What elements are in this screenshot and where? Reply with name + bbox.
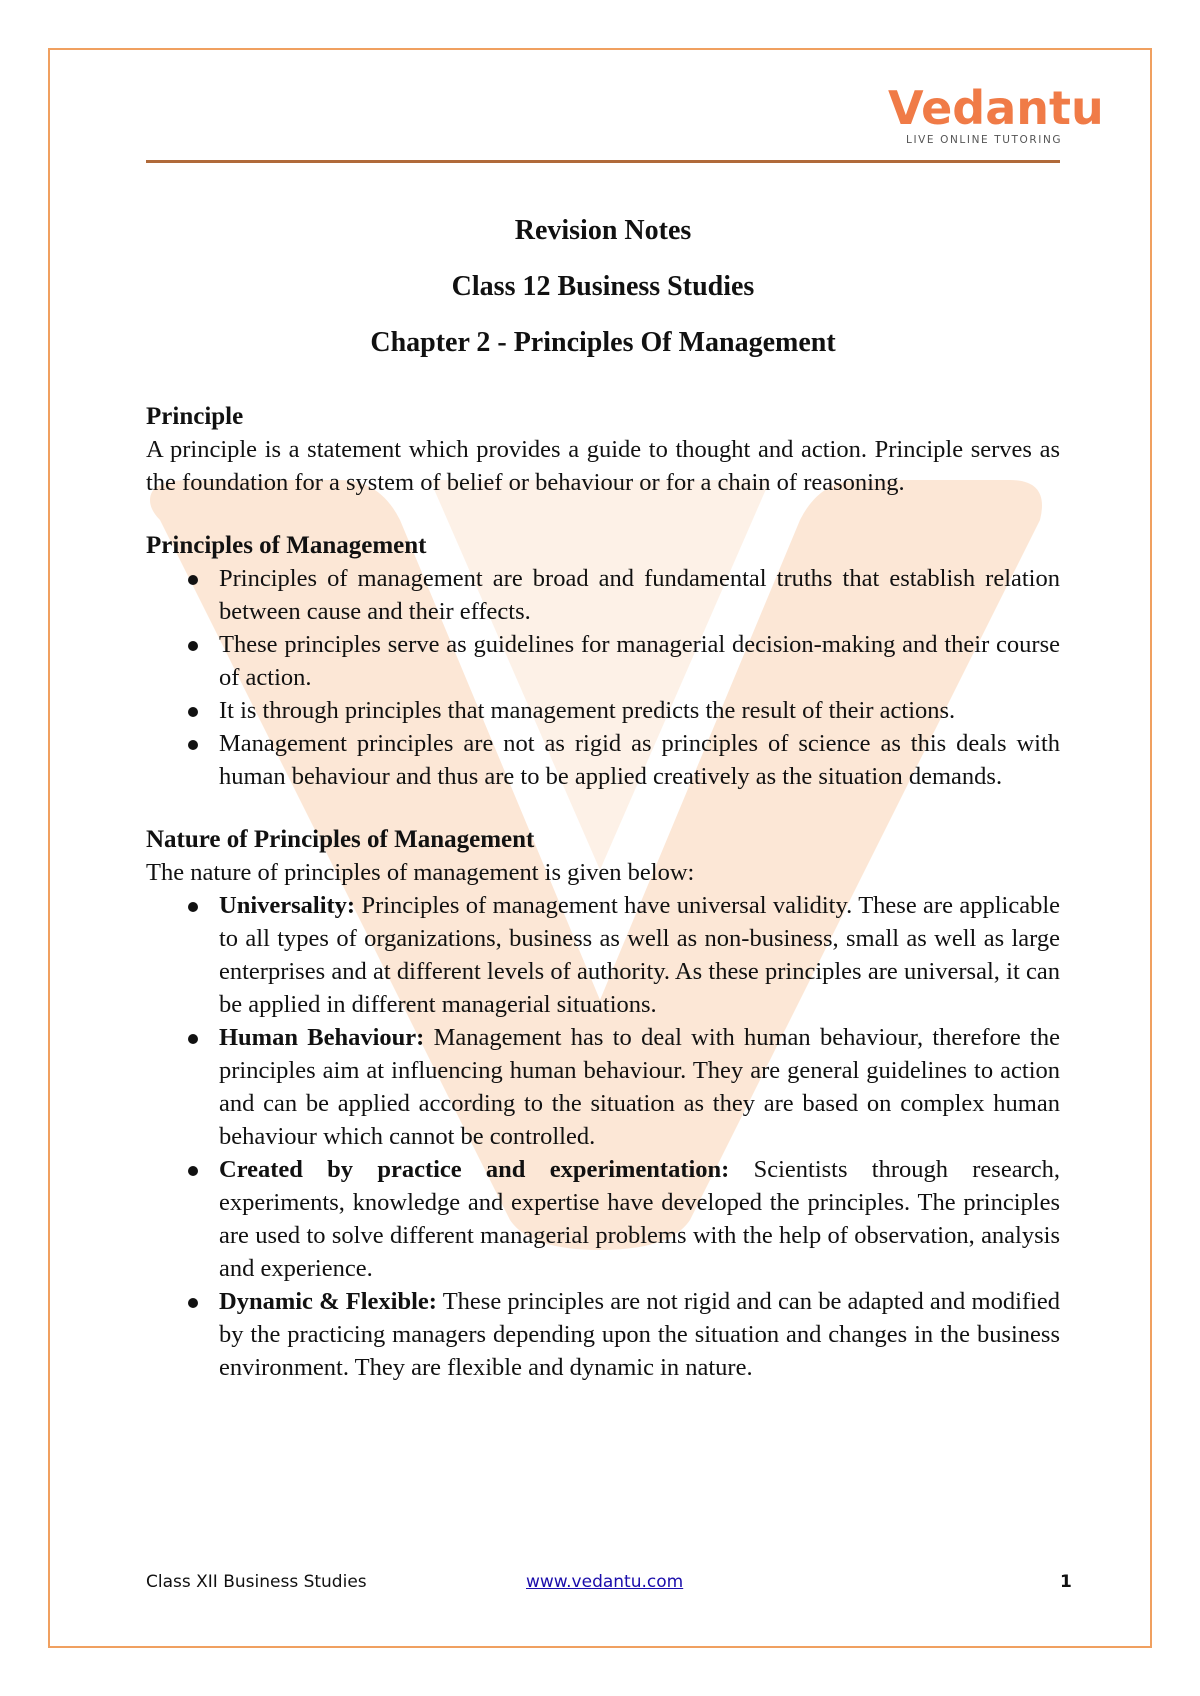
title-chapter: Chapter 2 - Principles Of Management [370, 327, 836, 358]
principle-paragraph: A principle is a statement which provides a guide to thought and action. Principle serves as the foundation for a system of belief or behaviour or for a chain of reasoning. [146, 436, 1060, 496]
section-nature [146, 823, 1060, 1384]
list-item: Human Behaviour: Management has to deal with human behaviour, therefore the principles aim at influencing human behaviour. They are general guidelines to action and can be applied according to the situation as they are based on complex human behaviour which cannot be controlled. [146, 1021, 1060, 1153]
bullet-icon [188, 740, 198, 750]
footer-website-link[interactable]: www.vedantu.com [526, 1572, 684, 1592]
heading-nature: Nature of Principles of Management [146, 826, 535, 853]
term-dynamic: Dynamic & Flexible: [219, 1288, 437, 1315]
document-body [146, 208, 1060, 1384]
term-human-behaviour: Human Behaviour: [219, 1024, 425, 1051]
list-item: Universality: Principles of management have universal validity. These are applicable to all types of organizations, business as well as non-business, small as well as large enterprises and at different levels of authority. As these principles are universal, it can be applied in different managerial situations. [146, 889, 1060, 1021]
list-item: Management principles are not as rigid as principles of science as this deals with human behaviour and thus are to be applied creatively as the situation demands. [146, 727, 1060, 793]
list-item: Principles of management are broad and fundamental truths that establish relation between cause and their effects. [146, 562, 1060, 628]
logo-tagline: LIVE ONLINE TUTORING [906, 134, 1063, 146]
list-item: It is through principles that management predicts the result of their actions. [146, 694, 1060, 727]
term-practice: Created by practice and experimentation: [219, 1156, 730, 1183]
bullet-icon [188, 641, 198, 651]
bullet-icon [188, 707, 198, 717]
nature-intro: The nature of principles of management is given below: [146, 859, 695, 886]
bullet-icon [188, 902, 198, 912]
title-block [146, 216, 1060, 358]
list-item: These principles serve as guidelines for managerial decision-making and their course of action. [146, 628, 1060, 694]
bullet-icon [188, 1166, 198, 1176]
logo-wordmark: Vedantu [888, 81, 1104, 135]
title-revision-notes: Revision Notes [514, 215, 692, 246]
heading-principles-of-management: Principles of Management [146, 532, 427, 559]
term-universality: Universality: [219, 892, 356, 919]
title-class: Class 12 Business Studies [451, 271, 755, 302]
nature-list [146, 889, 1060, 1384]
bullet-icon [188, 1034, 198, 1044]
principles-list [146, 562, 1060, 793]
header-divider [146, 160, 1060, 163]
page-number: 1 [1060, 1572, 1072, 1592]
section-principle [146, 400, 1060, 499]
section-principles-of-management [146, 529, 1060, 793]
heading-principle: Principle [146, 403, 244, 430]
footer-class-label: Class XII Business Studies [146, 1572, 367, 1592]
bullet-icon [188, 1298, 198, 1308]
list-item: Created by practice and experimentation: Scientists through research, experiments, knowledge and expertise have developed the principles. The principles are used to solve different managerial problems with the help of observation, analysis and experience. [146, 1153, 1060, 1285]
list-item: Dynamic & Flexible: These principles are not rigid and can be adapted and modified by the practicing managers depending upon the situation and changes in the business environment. They are flexible and dynamic in nature. [146, 1285, 1060, 1384]
bullet-icon [188, 575, 198, 585]
vedantu-logo [888, 81, 1104, 152]
